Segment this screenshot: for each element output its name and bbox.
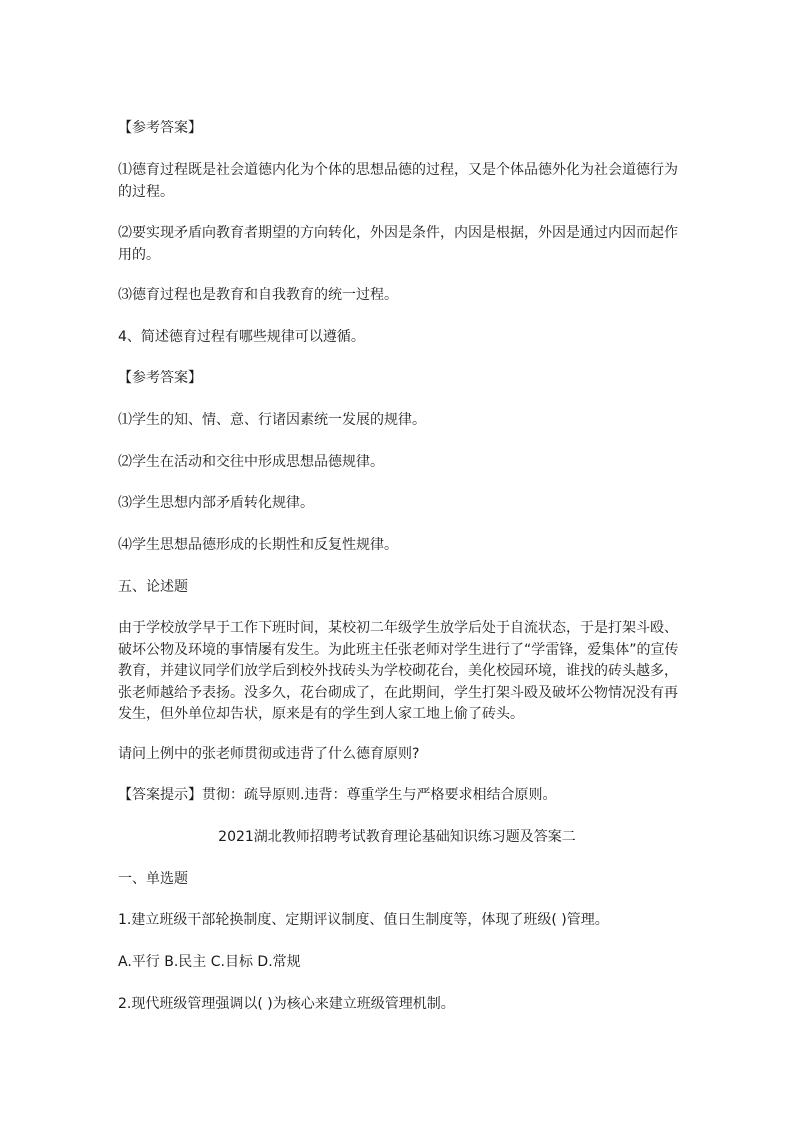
section-title-1: 一、单选题 [118,871,188,887]
section-title-5: 五、论述题 [118,579,188,595]
answer-hint: 【答案提示】贯彻：疏导原则.违背：尊重学生与严格要求相结合原则。 [118,787,557,803]
question-4: 4、简述德育过程有哪些规律可以遵循。 [118,329,365,345]
case-question: 请问上例中的张老师贯彻或违背了什么德育原则? [118,746,420,762]
question-1: 1.建立班级干部轮换制度、定期评议制度、值日生制度等，体现了班级( )管理。 [118,912,609,928]
answer-item: ⑵要实现矛盾向教育者期望的方向转化，外因是条件，内因是根据，外因是通过内因而起作用的。 [118,225,678,263]
answer-item: ⑴学生的知、情、意、行诸因素统一发展的规律。 [118,412,426,428]
answer-item: ⑵学生在活动和交往中形成思想品德规律。 [118,454,384,470]
answer-item: ⑶学生思想内部矛盾转化规律。 [118,495,314,511]
question-1-options: A.平行 B.民主 C.目标 D.常规 [118,954,301,970]
answer-item: ⑷学生思想品德形成的长期性和反复性规律。 [118,537,398,553]
case-passage: 由于学校放学早于工作下班时间，某校初二年级学生放学后处于自流状态，于是打架斗殴、破坏公物及环境的事情屡有发生。为此班主任张老师对学生进行了“学雷锋，爱集体”的宣传教育，并建议同学们放学后到校外找砖头为学校砌花台，美化校园环境，谁找的砖头越多，张老师越给予表扬。没多久，花台砌成了，在此期间，学生打架斗殴及破坏公物情况没有再发生，但外单位却告状，原来是有的学生到人家工地上偷了砖头。 [118,620,679,722]
answer-item: ⑴德育过程既是社会道德内化为个体的思想品德的过程，又是个体品德外化为社会道德行为的过程。 [118,162,678,200]
question-2: 2.现代班级管理强调以( )为核心来建立班级管理机制。 [118,996,455,1012]
answer-heading-1: 【参考答案】 [118,120,202,136]
part2-title: 2021湖北教师招聘考试教育理论基础知识练习题及答案二 [218,829,576,845]
answer-item: ⑶德育过程也是教育和自我教育的统一过程。 [118,287,398,303]
answer-heading-2: 【参考答案】 [118,370,202,386]
